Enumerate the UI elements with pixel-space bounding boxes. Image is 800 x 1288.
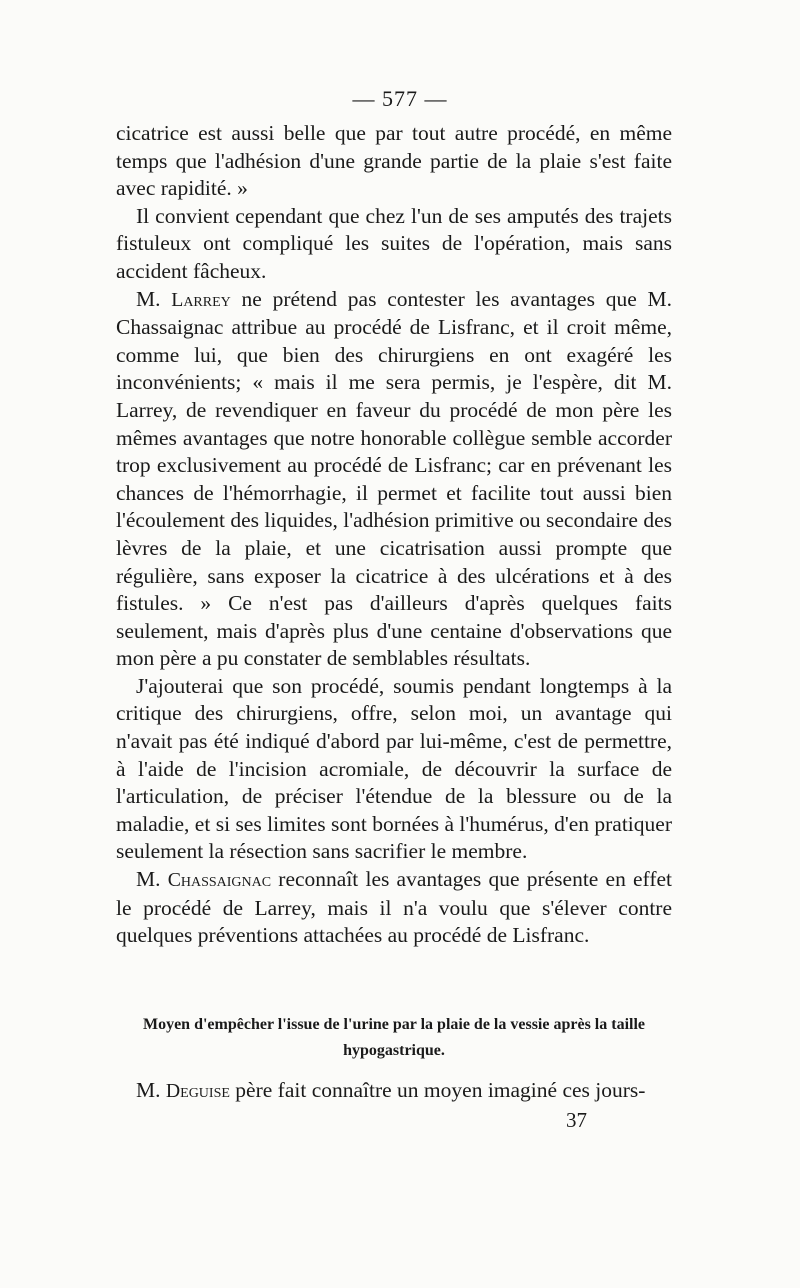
signature-mark: 37 <box>566 1108 587 1132</box>
p3-mid: ne prétend pas contester les avantages que <box>241 286 637 311</box>
paragraph-5 <box>116 866 672 950</box>
paragraph-4: J'ajouterai que son procédé, soumis pendant longtemps à la critique des chirurgiens, offre, selon moi, un avantage qui n'avait pas été indiqué d'abord par lui-même, c'est de permettre, à l'aide de l'incision acromiale, de découvrir la surface de l'articulation, de préciser l'étendue de la blessure ou de la maladie, et si ses limites sont bornées à l'humérus, d'en pratiquer seulement la résection sans sacrifier le membre. <box>116 673 672 864</box>
body-text <box>116 120 672 950</box>
p5-body: reconnaît les avantages que présente en effet le procédé de Larrey, mais il n'a voulu que s'élever contre quelques préventions attachées au procédé de Lisfranc. <box>116 867 672 948</box>
last-text: père fait connaître un moyen imaginé ces jours- <box>235 1078 646 1102</box>
last-prefix: M. <box>136 1078 161 1102</box>
page-number: — 577 — <box>352 86 448 111</box>
section-title: Moyen d'empêcher l'issue de l'urine par la plaie de la vessie après la taille hypogastrique. <box>142 1016 646 1059</box>
p3-name: Larrey <box>171 288 231 311</box>
p3-prefix: M. <box>136 286 161 311</box>
paragraph-1: cicatrice est aussi belle que par tout autre procédé, en même temps que l'adhésion d'une grande partie de la plaie s'est faite avec rapidité. » <box>116 121 672 201</box>
paragraph-3 <box>116 286 672 673</box>
p5-prefix: M. <box>136 867 161 892</box>
p5-name: Chassaignac <box>167 869 272 892</box>
paragraph-2: Il convient cependant que chez l'un de ses amputés des trajets fistuleux ont compliqué les suites de l'opération, mais sans accident fâcheux. <box>116 203 672 283</box>
p3-body: M. Chassaignac attribue au procédé de Lisfranc, et il croit même, comme lui, que bien des chirurgiens en ont exagéré les inconvénients; « mais il me sera permis, je l'espère, dit M. Larrey, de revendiquer en faveur du procédé de mon père les mêmes avantages que notre honorable collègue semble accorder trop exclusivement au procédé de Lisfranc; car en prévenant les chances de l'hémorrhagie, il permet et facilite tout aussi bien l'écoulement des liquides, l'adhésion primitive ou secondaire des lèvres de la plaie, et une cicatrisation aussi prompte que régulière, sans exposer la cicatrice à des ulcérations et à des fistules. » Ce n'est pas d'ailleurs d'après quelques faits seulement, mais d'après plus d'une centaine d'observations que mon père a pu constater de semblables résultats. <box>116 286 672 671</box>
last-name: Deguise <box>165 1080 230 1102</box>
last-paragraph <box>116 1077 672 1106</box>
